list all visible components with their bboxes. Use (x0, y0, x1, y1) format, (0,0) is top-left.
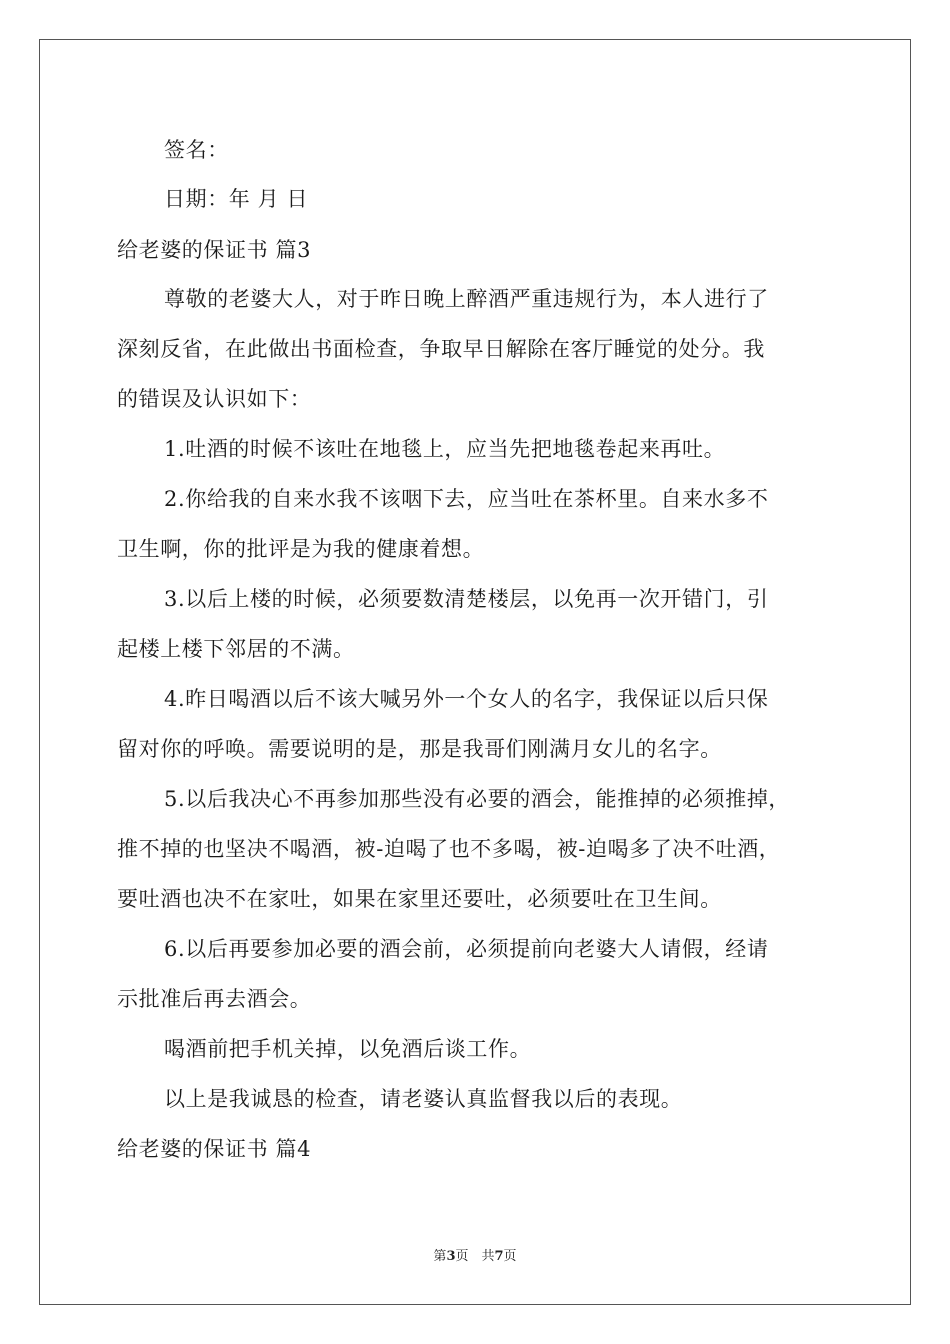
page-border (39, 39, 911, 1305)
list-item-2-cont: 卫生啊，你的批评是为我的健康着想。 (117, 537, 485, 561)
list-item-1: 1.吐酒的时候不该吐在地毯上，应当先把地毯卷起来再吐。 (164, 437, 726, 461)
footer-total-pages: 7 (494, 1249, 504, 1264)
footer-suffix: 页 (503, 1249, 517, 1264)
paragraph-line: 的错误及认识如下： (117, 387, 312, 411)
list-item-5: 5.以后我决心不再参加那些没有必要的酒会，能推掉的必须推掉， (164, 787, 791, 811)
footer-prefix: 第 (433, 1249, 447, 1264)
list-item-6: 6.以后再要参加必要的酒会前，必须提前向老婆大人请假，经请 (164, 937, 769, 961)
page-footer (0, 1248, 950, 1266)
list-item-3-cont: 起楼上楼下邻居的不满。 (117, 637, 355, 661)
footer-mid: 页 共 (455, 1249, 495, 1264)
section-heading-4: 给老婆的保证书 篇4 (117, 1137, 312, 1161)
date-label: 日期：年 月 日 (164, 187, 309, 211)
paragraph-line: 喝酒前把手机关掉，以免酒后谈工作。 (164, 1037, 532, 1061)
list-item-4: 4.昨日喝酒以后不该大喊另外一个女人的名字，我保证以后只保 (164, 687, 769, 711)
list-item-6-cont: 示批准后再去酒会。 (117, 987, 312, 1011)
list-item-5-cont: 要吐酒也决不在家吐，如果在家里还要吐，必须要吐在卫生间。 (117, 887, 722, 911)
paragraph-line: 深刻反省，在此做出书面检查，争取早日解除在客厅睡觉的处分。我 (117, 337, 765, 361)
footer-current-page: 3 (446, 1249, 456, 1264)
closing-line: 以上是我诚恳的检查，请老婆认真监督我以后的表现。 (164, 1087, 683, 1111)
list-item-3: 3.以后上楼的时候，必须要数清楚楼层，以免再一次开错门，引 (164, 587, 769, 611)
paragraph-line: 尊敬的老婆大人，对于昨日晚上醉酒严重违规行为，本人进行了 (164, 287, 769, 311)
section-heading-3: 给老婆的保证书 篇3 (117, 238, 312, 262)
signature-label: 签名： (164, 138, 229, 162)
list-item-5-cont: 推不掉的也坚决不喝酒，被-迫喝了也不多喝，被-迫喝多了决不吐酒， (117, 837, 781, 861)
list-item-4-cont: 留对你的呼唤。需要说明的是，那是我哥们刚满月女儿的名字。 (117, 737, 722, 761)
list-item-2: 2.你给我的自来水我不该咽下去，应当吐在茶杯里。自来水多不 (164, 487, 769, 511)
